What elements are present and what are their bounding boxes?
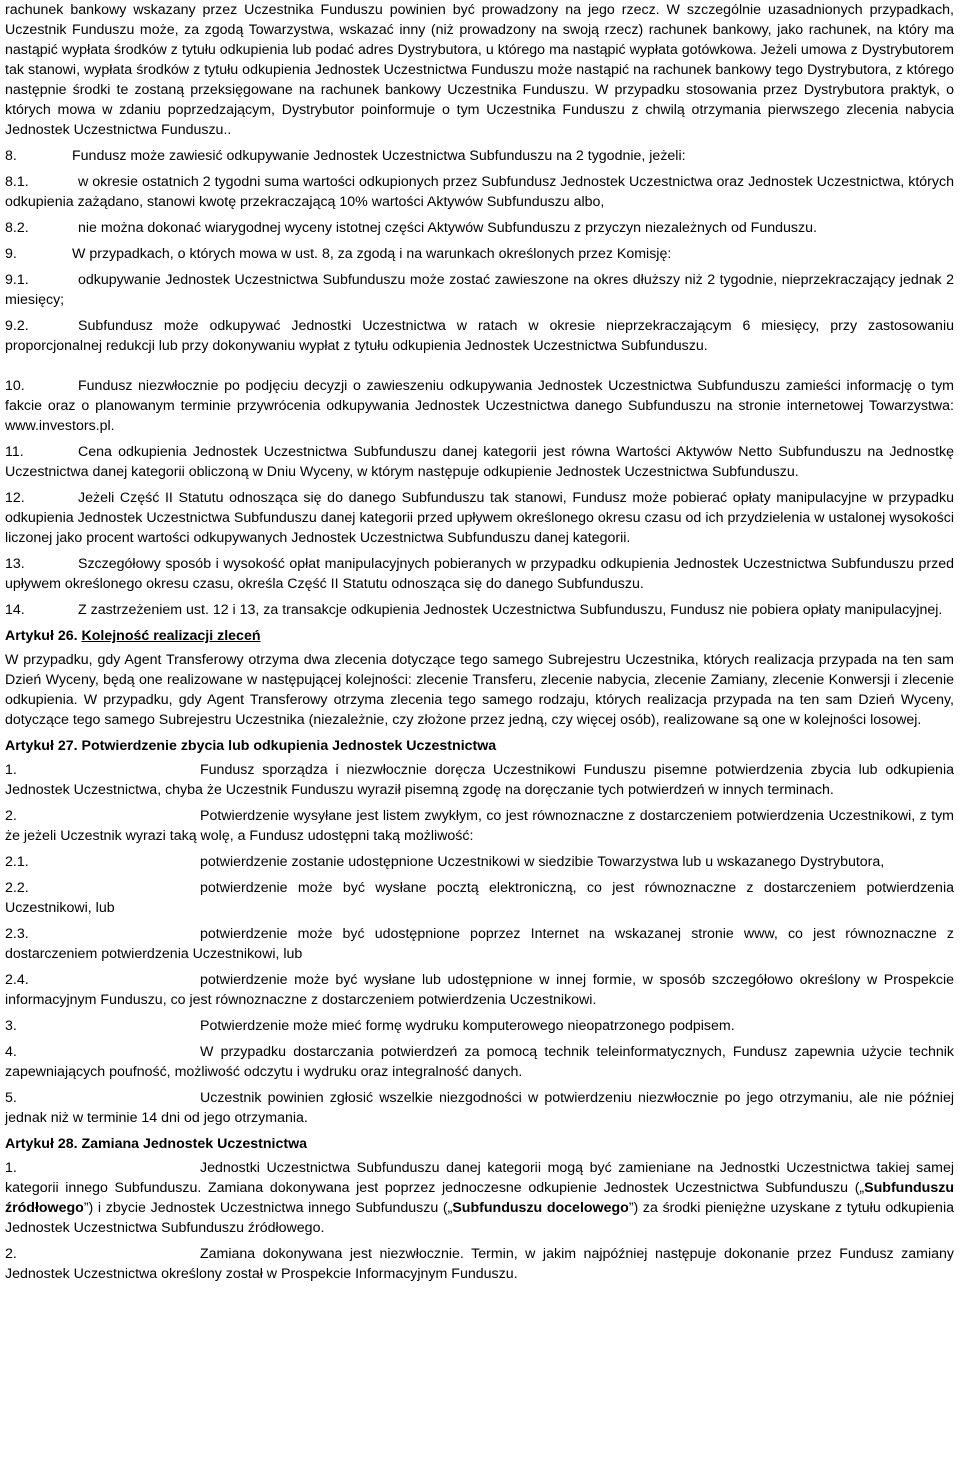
numbered-paragraph: [5, 970, 954, 1010]
article-heading-title: Artykuł 28. Zamiana Jednostek Uczestnictwa: [5, 1136, 307, 1152]
paragraph-text: W przypadku dostarczania potwierdzeń za pomocą technik teleinformatycznych, Fundusz zapewnia użycie technik zapewniających poufność, możliwość odczytu i wydruku oraz integralność danych.: [5, 1044, 954, 1080]
article-heading-title: Kolejność realizacji zleceń: [81, 628, 261, 644]
paragraph-number: 2.1.: [5, 854, 29, 870]
paragraph-text: Potwierdzenie wysyłane jest listem zwykłym, co jest równoznaczne z dostarczeniem potwierdzenia Uczestnikowi, z tym że jeżeli Uczestnik wyrazi taką wolę, a Fundusz udostępni taką możliwość:: [5, 808, 954, 844]
numbered-paragraph: [5, 172, 954, 212]
paragraph-number: 9.: [5, 246, 17, 262]
paragraph-number: 3.: [5, 1018, 17, 1034]
article-heading-title: Artykuł 27. Potwierdzenie zbycia lub odkupienia Jednostek Uczestnictwa: [5, 738, 497, 754]
numbered-paragraph: [5, 1088, 954, 1128]
paragraph-text: Potwierdzenie może mieć formę wydruku komputerowego nieopatrzonego podpisem.: [200, 1018, 735, 1034]
paragraph-number: 14.: [5, 602, 25, 618]
numbered-paragraph: [5, 146, 954, 166]
paragraph-text: ”) i zbycie Jednostek Uczestnictwa innego Subfunduszu („: [83, 1200, 453, 1216]
paragraph-number: 2.: [5, 808, 17, 824]
paragraph-text: potwierdzenie może być wysłane lub udostępnione w innej formie, w sposób szczegółowo określony w Prospekcie informacyjnym Funduszu, co jest równoznaczne z dostarczeniem potwierdzenia Uczestnikowi.: [5, 972, 954, 1008]
defined-term: Subfunduszu docelowego: [452, 1200, 629, 1216]
paragraph-number: 2.: [5, 1246, 17, 1262]
paragraph: [5, 650, 954, 730]
paragraph-text: Fundusz niezwłocznie po podjęciu decyzji o zawieszeniu odkupywania Jednostek Uczestnictwa Subfunduszu zamieści informację o tym fakcie oraz o planowanym terminie przywrócenia odkupywania Jednostek Uczestnictwa danego Subfunduszu na stronie internetowej Towarzystwa: www.investors.pl.: [5, 378, 954, 434]
article-heading-number: Artykuł 26.: [5, 628, 82, 644]
paragraph-text: Fundusz może zawiesić odkupywanie Jednostek Uczestnictwa Subfunduszu na 2 tygodnie, jeżeli:: [72, 148, 686, 164]
paragraph-text: potwierdzenie może być udostępnione poprzez Internet na wskazanej stronie www, co jest równoznaczne z dostarczeniem potwierdzenia Uczestnikowi, lub: [5, 926, 954, 962]
article-heading: [5, 626, 954, 646]
article-heading: [5, 1134, 954, 1154]
paragraph-number: 2.3.: [5, 926, 29, 942]
numbered-paragraph: [5, 442, 954, 482]
numbered-paragraph: [5, 1158, 954, 1238]
paragraph-text: Z zastrzeżeniem ust. 12 i 13, za transakcje odkupienia Jednostek Uczestnictwa Subfunduszu, Fundusz nie pobiera opłaty manipulacyjnej.: [78, 602, 943, 618]
article-heading: [5, 736, 954, 756]
numbered-paragraph: [5, 1042, 954, 1082]
paragraph-text: W przypadku, gdy Agent Transferowy otrzyma dwa zlecenia dotyczące tego samego Subrejestru Uczestnika, których realizacja przypada na ten sam Dzień Wyceny, będą one realizowane w następującej kolejności: zlecenie Transferu, zlecenie nabycia, zlecenie Zamiany, zlecenie Konwersji i zlecenie odkupienia. W przypadku, gdy Agent Transferowy otrzyma zlecenia tego samego rodzaju, których realizacja przypada na ten sam Dzień Wyceny, dotyczące tego samego Subrejestru Uczestnika (niezależnie, czy złożone przez jedną, czy więcej osób), realizowane są one w kolejności losowej.: [5, 652, 954, 728]
paragraph-text: Jednostki Uczestnictwa Subfunduszu danej kategorii mogą być zamieniane na Jednostki Uczestnictwa takiej samej kategorii innego Subfunduszu. Zamiana dokonywana jest poprzez jednoczesne odkupienie Jednostek Uczestnictwa Subfunduszu („: [5, 1160, 954, 1196]
numbered-paragraph: [5, 806, 954, 846]
paragraph-number: 8.: [5, 148, 17, 164]
numbered-paragraph: [5, 316, 954, 356]
paragraph-text: Subfundusz może odkupywać Jednostki Uczestnictwa w ratach w okresie nieprzekraczającym 6 miesięcy, przy zastosowaniu proporcjonalnej redukcji lub przy dokonywaniu wypłat z tytułu odkupienia Jednostek Uczestnictwa Subfunduszu.: [5, 318, 954, 354]
paragraph-text: potwierdzenie zostanie udostępnione Uczestnikowi w siedzibie Towarzystwa lub u wskazanego Dystrybutora,: [200, 854, 885, 870]
paragraph-number: 1.: [5, 1160, 17, 1176]
numbered-paragraph: [5, 852, 954, 872]
paragraph-text: rachunek bankowy wskazany przez Uczestnika Funduszu powinien być prowadzony na jego rzecz. W szczególnie uzasadnionych przypadkach, Uczestnik Funduszu może, za zgodą Towarzystwa, wskazać inny (niż prowadzony na swoją rzecz) rachunek bankowy, jako rachunek, na który ma nastąpić wypłata środków z tytułu odkupienia lub podać adres Dystrybutora, u którego ma nastąpić wypłata gotówkowa. Jeżeli umowa z Dystrybutorem tak stanowi, wypłata środków z tytułu odkupienia Jednostek Uczestnictwa Funduszu może nastąpić na rachunek bankowy tego Dystrybutora, z którego następnie środki te zostaną przeksięgowane na rachunek bankowy Uczestnika Funduszu. W przypadku stosowania przez Dystrybutora praktyk, o których mowa w zdaniu poprzedzającym, Dystrybutor poinformuje o tym Uczestnika Funduszu z chwilą otrzymania pierwszego zlecenia nabycia Jednostek Uczestnictwa Funduszu..: [5, 2, 954, 138]
paragraph-number: 8.1.: [5, 174, 29, 190]
paragraph-text: Fundusz sporządza i niezwłocznie doręcza Uczestnikowi Funduszu pisemne potwierdzenia zbycia lub odkupienia Jednostek Uczestnictwa, chyba że Uczestnik Funduszu wyraził pisemną zgodę na doręczanie tych potwierdzeń w innych terminach.: [5, 762, 954, 798]
paragraph-number: 2.4.: [5, 972, 29, 988]
numbered-paragraph: [5, 760, 954, 800]
numbered-paragraph: [5, 244, 954, 264]
paragraph: [5, 0, 954, 140]
numbered-paragraph: [5, 554, 954, 594]
paragraph-number: 13.: [5, 556, 25, 572]
paragraph-text: potwierdzenie może być wysłane pocztą elektroniczną, co jest równoznaczne z dostarczeniem potwierdzenia Uczestnikowi, lub: [5, 880, 954, 916]
paragraph-number: 2.2.: [5, 880, 29, 896]
numbered-paragraph: [5, 218, 954, 238]
numbered-paragraph: [5, 1244, 954, 1284]
numbered-paragraph: [5, 924, 954, 964]
paragraph-number: 9.2.: [5, 318, 29, 334]
paragraph-number: 9.1.: [5, 272, 29, 288]
numbered-paragraph: [5, 376, 954, 436]
paragraph-text: ”) za środki pieniężne uzyskane z tytułu odkupienia Jednostek Uczestnictwa Subfunduszu źródłowego.: [5, 1200, 954, 1236]
paragraph-text: Uczestnik powinien zgłosić wszelkie niezgodności w potwierdzeniu niezwłocznie po jego otrzymaniu, ale nie później jednak niż w terminie 14 dni od jego otrzymania.: [5, 1090, 954, 1126]
paragraph-text: Zamiana dokonywana jest niezwłocznie. Termin, w jakim najpóźniej następuje dokonanie przez Fundusz zamiany Jednostek Uczestnictwa określony został w Prospekcie Informacyjnym Funduszu.: [5, 1246, 954, 1282]
paragraph-number: 8.2.: [5, 220, 29, 236]
numbered-paragraph: [5, 488, 954, 548]
paragraph-text: odkupywanie Jednostek Uczestnictwa Subfunduszu może zostać zawieszone na okres dłuższy niż 2 tygodnie, nieprzekraczający jednak 2 miesięcy;: [5, 272, 954, 308]
numbered-paragraph: [5, 270, 954, 310]
paragraph-number: 5.: [5, 1090, 17, 1106]
paragraph-text: w okresie ostatnich 2 tygodni suma wartości odkupionych przez Subfundusz Jednostek Uczestnictwa oraz Jednostek Uczestnictwa, których odkupienia zażądano, stanowi kwotę przekraczającą 10% wartości Aktywów Subfunduszu albo,: [5, 174, 954, 210]
paragraph-text: nie można dokonać wiarygodnej wyceny istotnej części Aktywów Subfunduszu z przyczyn niezależnych od Funduszu.: [78, 220, 817, 236]
paragraph-text: Cena odkupienia Jednostek Uczestnictwa Subfunduszu danej kategorii jest równa Wartości Aktywów Netto Subfunduszu na Jednostkę Uczestnictwa danej kategorii obliczoną w Dniu Wyceny, w którym następuje odkupienie Jednostek Uczestnictwa Subfunduszu.: [5, 444, 954, 480]
paragraph-text: Jeżeli Część II Statutu odnosząca się do danego Subfunduszu tak stanowi, Fundusz może pobierać opłaty manipulacyjne w przypadku odkupienia Jednostek Uczestnictwa Subfunduszu danej kategorii przed upływem określonego okresu czasu od ich przydzielenia w ustalonej wysokości liczonej jako procent wartości odkupywanych Jednostek Uczestnictwa Subfunduszu danej kategorii.: [5, 490, 954, 546]
paragraph-number: 1.: [5, 762, 17, 778]
paragraph-number: 10.: [5, 378, 25, 394]
paragraph-text: W przypadkach, o których mowa w ust. 8, za zgodą i na warunkach określonych przez Komisję:: [72, 246, 672, 262]
paragraph-number: 11.: [5, 444, 24, 460]
numbered-paragraph: [5, 600, 954, 620]
spacer: [5, 362, 954, 376]
numbered-paragraph: [5, 1016, 954, 1036]
defined-term: Subfunduszu źródłowego: [5, 1180, 954, 1216]
numbered-paragraph: [5, 878, 954, 918]
paragraph-text: Szczegółowy sposób i wysokość opłat manipulacyjnych pobieranych w przypadku odkupienia Jednostek Uczestnictwa Subfunduszu przed upływem określonego okresu czasu, określa Część II Statutu odnosząca się do danego Subfunduszu.: [5, 556, 954, 592]
paragraph-number: 12.: [5, 490, 25, 506]
paragraph-number: 4.: [5, 1044, 17, 1060]
